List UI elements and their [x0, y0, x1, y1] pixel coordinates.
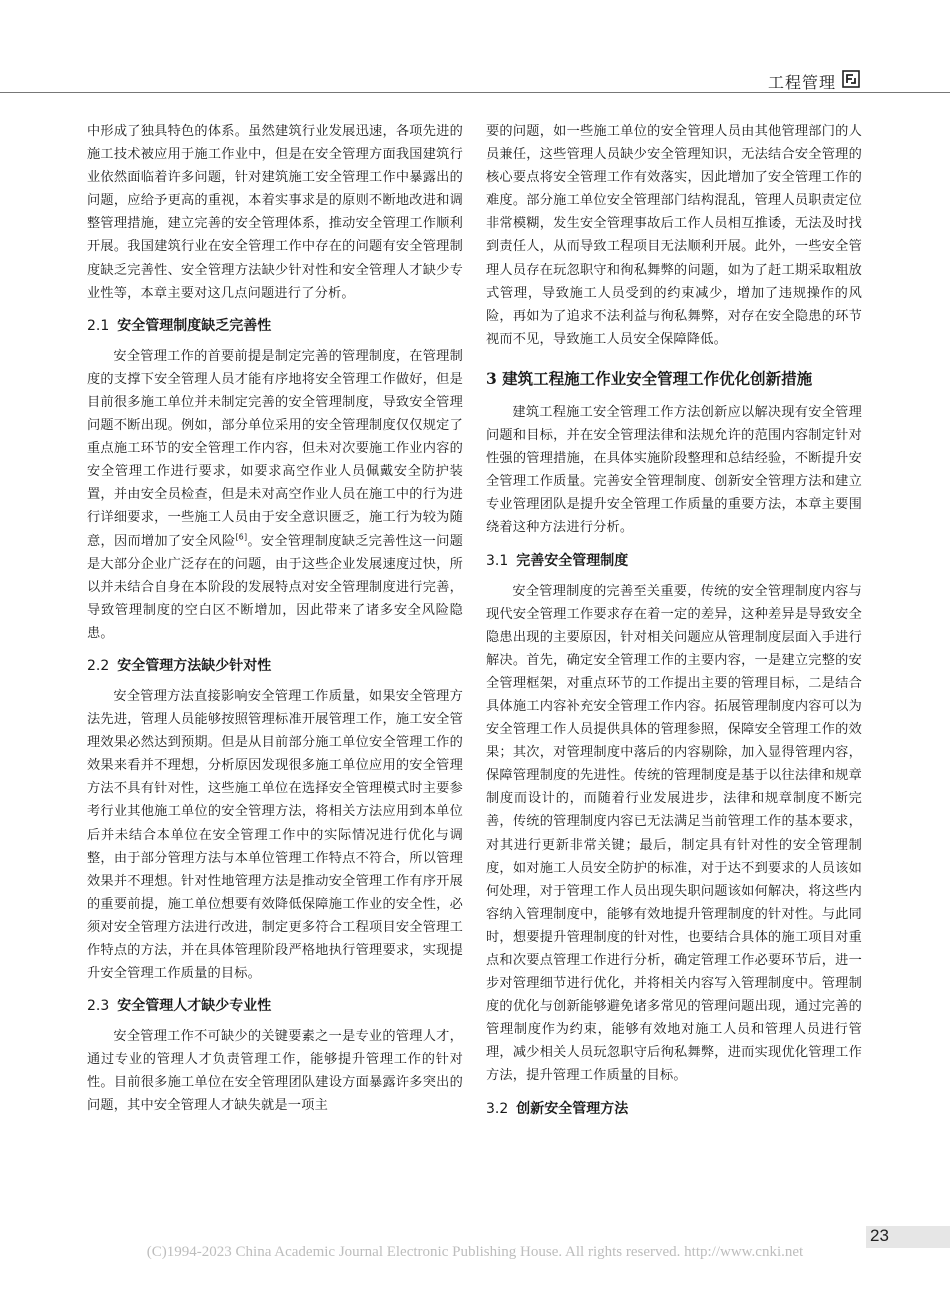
copyright-footer: (C)1994-2023 China Academic Journal Electronic Publishing House. All rights reserved. http://www.cnki.net	[146, 1244, 804, 1260]
section-title: 创新安全管理方法	[516, 1100, 629, 1117]
section-number: 2.1	[87, 317, 110, 334]
section-2-2-paragraph: 安全管理方法直接影响安全管理工作质量，如果安全管理方法先进，管理人员能够按照管理标准开展管理工作，施工安全管理效果必然达到预期。但是从目前部分施工单位安全管理工作的效果来看并不理想，分析原因发现很多施工单位应用的安全管理方法不具有针对性，这些施工单位在选择安全管理模式时主要参考行业其他施工单位的安全管理方法，将相关方法应用到本单位后并未结合本单位在安全管理工作中的实际情况进行优化与调整，由于部分管理方法与本单位管理工作特点不符合，所以管理效果并不理想。针对性地管理方法是推动安全管理工作有序开展的重要前提，施工单位想要有效降低保障施工作业的安全性，必须对安全管理方法进行改进，制定更多符合工程项目安全管理工作特点的方法，并在具体管理阶段严格地执行管理要求，实现提升安全管理工作质量的目标。	[87, 688, 463, 982]
section-3-paragraph: 建筑工程施工安全管理工作方法创新应以解决现有安全管理问题和目标，并在安全管理法律和法规允许的范围内容制定针对性强的管理措施，在具体实施阶段整理和总结经验，不断提升安全管理工作质量。完善安全管理制度、创新安全管理方法和建立专业管理团队是提升安全管理工作质量的重要方法，本章主要围绕着这种方法进行分析。	[486, 404, 862, 536]
section-title: 安全管理方法缺少针对性	[117, 657, 272, 674]
page-number: 23	[870, 1226, 889, 1245]
section-title: 安全管理人才缺少专业性	[117, 998, 272, 1015]
section-2-3-heading	[87, 995, 463, 1017]
section-2-3-continued: 要的问题，如一些施工单位的安全管理人员由其他管理部门的人员兼任，这些管理人员缺少安全管理知识，无法结合安全管理的核心要点将安全管理工作有效落实，因此增加了安全管理工作的难度。部分施工单位安全管理部门结构混乱，管理人员职责定位非常模糊，发生安全管理事故后工作人员相互推诿，无法及时找到责任人，从而导致工程项目无法顺利开展。此外，一些安全管理人员存在玩忽职守和徇私舞弊的问题，如为了赶工期采取粗放式管理，导致施工人员受到的约束减少，增加了违规操作的风险，再如为了追求不法利益与徇私舞弊，对存在安全隐患的环节视而不见，导致施工人员安全保障降低。	[486, 124, 862, 347]
section-2-1-heading	[87, 315, 463, 337]
right-column	[486, 120, 862, 1128]
journal-logo-icon	[842, 70, 860, 88]
section-number: 3.2	[486, 1100, 509, 1117]
section-2-3-paragraph: 安全管理工作不可缺少的关键要素之一是专业的管理人才，通过专业的管理人才负责管理工作，能够提升管理工作的针对性。目前很多施工单位在安全管理团队建设方面暴露许多突出的问题，其中安全管理人才缺失就是一项主	[87, 1029, 463, 1114]
section-number: 3.1	[486, 552, 509, 569]
section-number: 2.3	[87, 998, 110, 1015]
left-column	[87, 120, 463, 1118]
citation-ref: [6]	[235, 532, 248, 542]
section-title: 完善安全管理制度	[516, 552, 629, 569]
section-3-heading: 3 建筑工程施工作业安全管理工作优化创新措施	[486, 368, 813, 388]
section-3-1-heading	[486, 550, 862, 572]
journal-section-label: 工程管理	[767, 73, 836, 92]
section-3-1-paragraph: 安全管理制度的完善至关重要，传统的安全管理制度内容与现代安全管理工作要求存在着一定的差异，这种差异是导致安全隐患出现的主要原因，针对相关问题应从管理制度层面入手进行解决。首先，确定安全管理工作的主要内容，一是建立完整的安全管理框架，对重点环节的工作提出主要的管理目标，二是结合具体施工内容补充安全管理工作内容。拓展管理制度内容可以为安全管理工作人员提供具体的管理参照，保障安全管理工作的效果；其次，对管理制度中落后的内容剔除，加入显得管理内容，保障管理制度的先进性。传统的管理制度是基于以往法律和规章制度而设计的，而随着行业发展进步，法律和规章制度不断完善，传统的管理制度内容已无法满足当前管理工作的基本要求，对其进行更新非常关键；最后，制定具有针对性的安全管理制度，如对施工人员安全防护的标准，对于达不到要求的人员该如何处理，对于管理工作人员出现失职问题该如何解决，将这些内容纳入管理制度中，能够有效地提升管理制度的针对性。与此同时，想要提升管理制度的针对性，也要结合具体的施工项目对重点和次要点管理工作进行分析，确定管理工作必要环节后，进一步对管理细节进行优化，并将相关内容写入管理制度中。管理制度的优化与创新能够避免诸多常见的管理问题出现，通过完善的管理制度作为约束，能够有效地对施工人员和管理人员进行管理，减少相关人员玩忽职守后徇私舞弊，进而实现优化管理工作方法，提升管理工作质量的目标。	[486, 583, 862, 1084]
paragraph-text: 安全管理工作的首要前提是制定完善的管理制度，在管理制度的支撑下安全管理人员才能有序地将安全管理工作做好，但是目前很多施工单位并未制定完善的安全管理制度，导致安全管理问题不断出现。例如，部分单位采用的安全管理制度仅仅规定了重点施工环节的安全管理工作内容，但未对次要施工作业内容的安全管理工作进行要求，如要求高空作业人员佩戴安全防护装置，并由安全员检查，但是未对高空作业人员在施工中的行为进行详细要求，一些施工人员由于安全意识匮乏，施工行为较为随意，因而增加了安全风险	[87, 348, 463, 549]
section-3-2-heading	[486, 1098, 862, 1120]
intro-paragraph: 中形成了独具特色的体系。虽然建筑行业发展迅速，各项先进的施工技术被应用于施工作业中，但是在安全管理方面我国建筑行业依然面临着许多问题，针对建筑施工安全管理工作中暴露出的问题，应给予更高的重视，本着实事求是的原则不断地改进和调整管理措施，建立完善的安全管理体系，推动安全管理工作顺利开展。我国建筑行业在安全管理工作中存在的问题有安全管理制度缺乏完善性、安全管理方法缺少针对性和安全管理人才缺少专业性等，本章主要对这几点问题进行了分析。	[87, 124, 463, 301]
section-number: 2.2	[87, 657, 110, 674]
paragraph-text: 。安全管理制度缺乏完善性这一问题是大部分企业广泛存在的问题，由于这些企业发展速度过快，所以并未结合自身在本阶段的发展特点对安全管理制度进行完善，导致管理制度的空白区不断增加，因此带来了诸多安全风险隐患。	[87, 533, 464, 641]
section-2-2-heading	[87, 655, 463, 677]
section-2-1-paragraph	[87, 345, 463, 645]
header-rule	[0, 92, 950, 93]
section-title: 安全管理制度缺乏完善性	[117, 317, 272, 334]
